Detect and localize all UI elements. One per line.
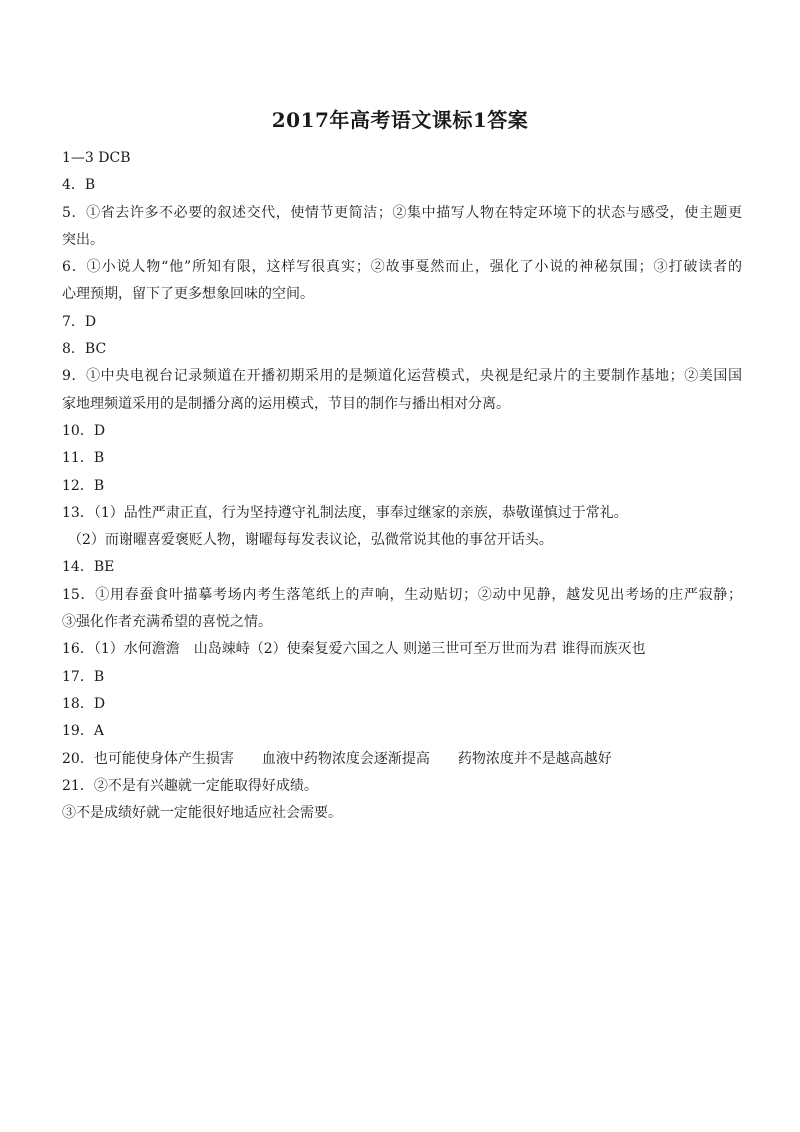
answer-line: 1—3 DCB [62, 150, 131, 166]
answer-line: ③强化作者充满希望的喜悦之情。 [62, 614, 272, 631]
answer-line: 17．B [62, 668, 105, 685]
answer-line: 14．BE [62, 559, 115, 576]
answer-line: 10．D [62, 422, 106, 439]
answer-line: 11．B [62, 450, 105, 467]
answer-line: 7．D [62, 313, 97, 330]
answer-line: （2）而谢曜喜爱褒贬人物，谢曜每每发表议论，弘微常说其他的事岔开话头。 [68, 532, 553, 549]
answer-line: 21．②不是有兴趣就一定能取得好成绩。 [62, 777, 318, 794]
answer-line: 20．也可能使身体产生损害 血液中药物浓度会逐渐提高 药物浓度并不是越高越好 [62, 750, 612, 767]
answer-line: 8．BC [62, 341, 107, 358]
answer-line: 19．A [62, 723, 104, 740]
answer-line: 心理预期，留下了更多想象回味的空间。 [62, 286, 314, 303]
answer-line: 4．B [62, 177, 96, 194]
answer-line: 6．①小说人物“他”所知有限，这样写很真实；②故事戛然而止，强化了小说的神秘氛围；③打破读者的 [62, 259, 742, 276]
answer-line: 18．D [62, 695, 106, 712]
answer-line: ③不是成绩好就一定能很好地适应社会需要。 [62, 805, 342, 822]
answer-line: 5．①省去许多不必要的叙述交代，使情节更简洁；②集中描写人物在特定环境下的状态与感受，使主题更 [62, 204, 742, 221]
answer-line: 突出。 [62, 231, 104, 248]
answer-line: 16．（1）水何澹澹 山岛竦峙（2）使秦复爱六国之人 则递三世可至万世而为君 谁得而族灭也 [62, 641, 646, 658]
answer-line: 家地理频道采用的是制播分离的运用模式，节目的制作与播出相对分离。 [62, 395, 510, 412]
answer-list [62, 145, 742, 827]
answer-line: 9．①中央电视台记录频道在开播初期采用的是频道化运营模式，央视是纪录片的主要制作基地；②美国国 [62, 368, 742, 385]
answer-line: 12．B [62, 477, 105, 494]
answer-line: 15．①用春蚕食叶描摹考场内考生落笔纸上的声响，生动贴切；②动中见静，越发见出考场的庄严寂静； [62, 586, 742, 603]
page-title: 2017年高考语文课标1答案 [271, 108, 529, 132]
answer-line: 13．（1）品性严肃正直，行为坚持遵守礼制法度，事奉过继家的亲族，恭敬谨慎过于常礼。 [62, 504, 628, 521]
